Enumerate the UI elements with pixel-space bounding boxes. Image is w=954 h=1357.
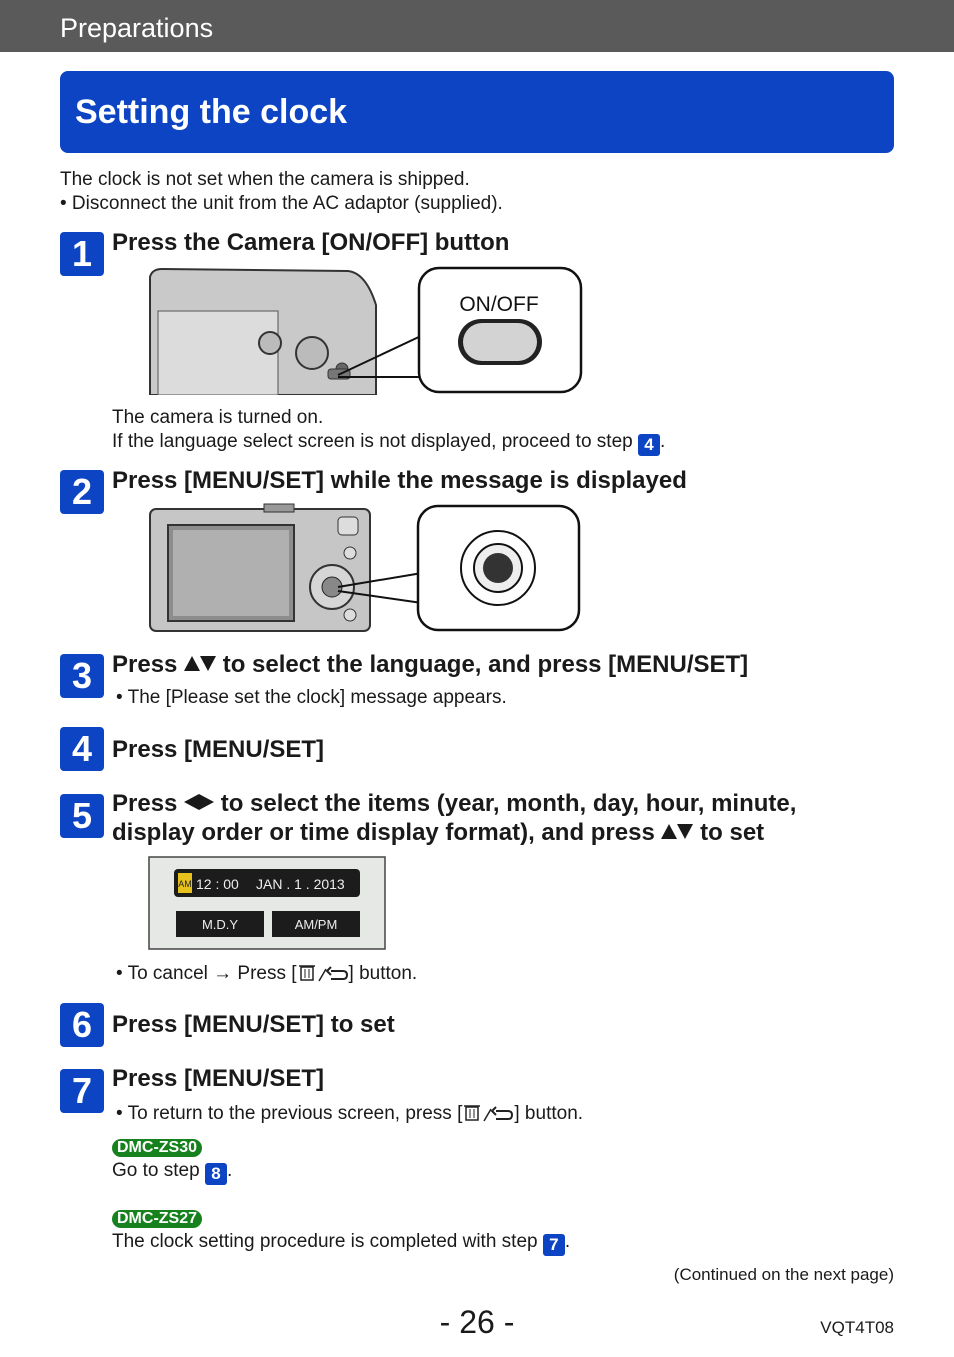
step-ref-badge: 4 bbox=[638, 434, 660, 456]
continued-note: (Continued on the next page) bbox=[673, 1265, 894, 1284]
step-5-title bbox=[112, 789, 796, 847]
step-5-bullet: • To cancel → Press [ ] button. bbox=[116, 963, 418, 984]
clock-date: JAN . 1 . 2013 bbox=[256, 876, 345, 892]
step-1-note-2: If the language select screen is not displayed, proceed to step 4 . bbox=[112, 431, 666, 454]
left-arrow-icon bbox=[184, 794, 199, 810]
clock-setting-screen bbox=[148, 856, 386, 950]
step-number-2: 2 bbox=[60, 470, 104, 514]
down-arrow-icon bbox=[677, 824, 693, 839]
on-off-label: ON/OFF bbox=[459, 293, 539, 316]
time-format-option: AM/PM bbox=[294, 917, 338, 932]
section-name: Preparations bbox=[60, 13, 214, 43]
step-1-note: The camera is turned on. bbox=[112, 407, 324, 428]
intro-text bbox=[60, 168, 503, 216]
step-4-title: Press [MENU/SET] bbox=[112, 736, 325, 763]
page-number: - 26 - bbox=[439, 1304, 515, 1340]
step-3-title: Press to select the language, and press [MENU/SET] bbox=[112, 651, 749, 678]
step-5-title-line-1: Press to select the items (year, month, day, hour, minute, bbox=[112, 790, 797, 817]
delete-return-icon bbox=[297, 961, 349, 983]
document-code: VQT4T08 bbox=[820, 1318, 894, 1337]
model-badge-zs27: DMC-ZS27 bbox=[112, 1210, 202, 1228]
ampm-tag: AM bbox=[178, 879, 192, 889]
step-6-title: Press [MENU/SET] to set bbox=[112, 1011, 395, 1038]
camera-top-illustration bbox=[148, 265, 584, 395]
clock-time: 12 : 00 bbox=[196, 876, 239, 892]
step-ref-badge: 8 bbox=[205, 1163, 227, 1185]
step-5-title-line-2: display order or time display format), and press to set bbox=[112, 819, 765, 846]
step-number-6: 6 bbox=[60, 1003, 104, 1047]
title-banner bbox=[60, 71, 894, 153]
step-number-4: 4 bbox=[60, 727, 104, 771]
intro-line: The clock is not set when the camera is shipped. bbox=[60, 169, 470, 190]
step-7-title: Press [MENU/SET] bbox=[112, 1065, 325, 1092]
display-order-option: M.D.Y bbox=[201, 917, 239, 932]
step-1-title: Press the Camera [ON/OFF] button bbox=[112, 229, 510, 256]
camera-back-illustration bbox=[148, 503, 584, 633]
page-title: Setting the clock bbox=[75, 93, 348, 131]
step-ref-badge: 7 bbox=[543, 1234, 565, 1256]
step-2-title: Press [MENU/SET] while the message is displayed bbox=[112, 467, 687, 494]
step-7-bullet: • To return to the previous screen, press [ ] button. bbox=[116, 1103, 584, 1124]
step-number-5: 5 bbox=[60, 794, 104, 838]
step-3-bullet: • The [Please set the clock] message appears. bbox=[116, 687, 507, 708]
intro-bullet: • Disconnect the unit from the AC adaptor (supplied). bbox=[60, 193, 503, 214]
model-zs30-note: Go to step 8 . bbox=[112, 1160, 233, 1183]
step-number-3: 3 bbox=[60, 654, 104, 698]
model-badge-zs30: DMC-ZS30 bbox=[112, 1139, 202, 1157]
delete-return-icon bbox=[462, 1101, 514, 1123]
up-arrow-icon bbox=[184, 656, 200, 671]
step-number-1: 1 bbox=[60, 232, 104, 276]
top-header-bar bbox=[0, 0, 954, 52]
model-zs27-note: The clock setting procedure is completed with step 7 . bbox=[112, 1231, 571, 1254]
up-arrow-icon bbox=[661, 824, 677, 839]
step-1-notes bbox=[112, 406, 665, 456]
down-arrow-icon bbox=[200, 656, 216, 671]
right-arrow-icon bbox=[199, 794, 214, 810]
step-number-7: 7 bbox=[60, 1069, 104, 1113]
